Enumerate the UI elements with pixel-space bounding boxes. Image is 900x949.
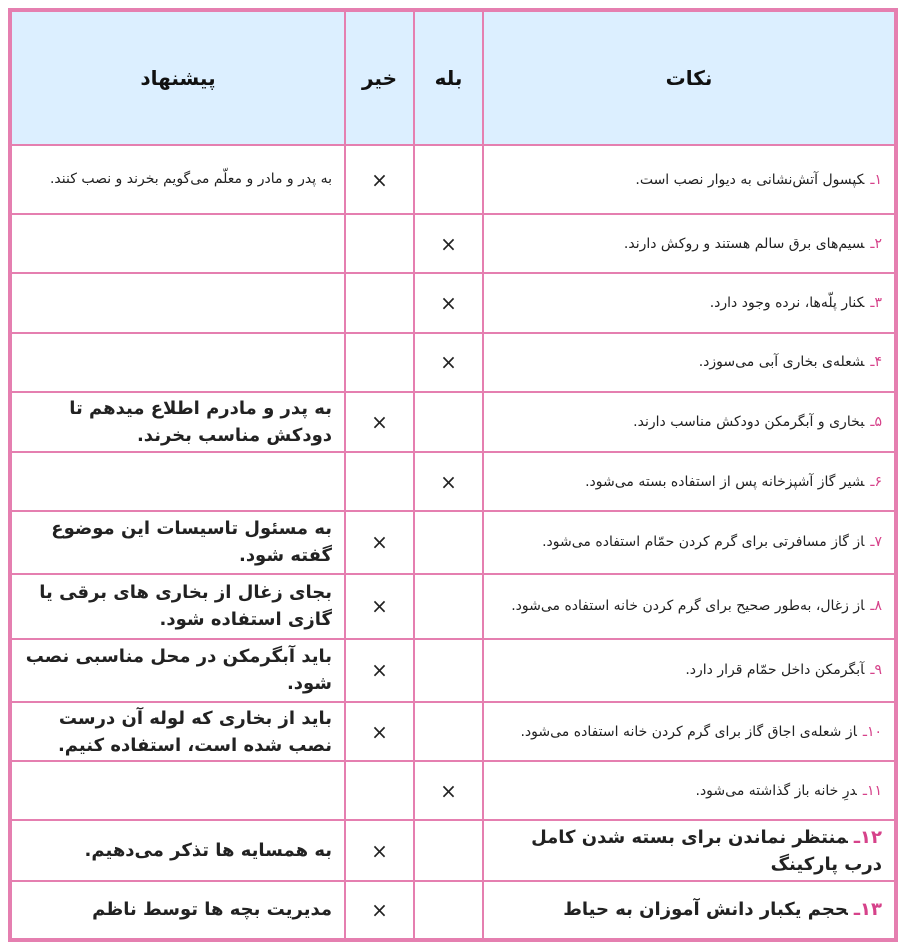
- point-number: ۶ـ: [870, 473, 882, 490]
- no-cell: [345, 214, 414, 273]
- point-number: ۳ـ: [870, 295, 882, 312]
- suggestion-cell: به پدر و مادرم اطلاع میدهم تا دودکش مناسب بخرند.: [11, 392, 345, 452]
- point-number: ۷ـ: [870, 534, 882, 551]
- yes-cell: [414, 820, 483, 880]
- suggestion-cell: باید از بخاری که لوله آن درست نصب شده است، استفاده کنیم.: [11, 702, 345, 761]
- header-points: نکات: [483, 11, 895, 145]
- header-yes: بله: [414, 11, 483, 145]
- suggestion-cell: به پدر و مادر و معلّم می‌گویم بخرند و نصب کنند.: [11, 145, 345, 214]
- point-text: از زغال، به‌طور صحیح برای گرم کردن خانه استفاده می‌شود.: [511, 598, 865, 615]
- yes-cell: ×: [414, 214, 483, 273]
- yes-cell: [414, 639, 483, 702]
- point-number: ۱ـ: [870, 171, 882, 188]
- point-text: سیم‌های برق سالم هستند و روکش دارند.: [623, 235, 865, 252]
- point-cell: [483, 273, 895, 332]
- point-number: ۸ـ: [870, 598, 882, 615]
- table-row: [11, 452, 895, 511]
- point-number: ۱۲ـ: [853, 826, 882, 848]
- yes-cell: ×: [414, 452, 483, 511]
- no-cell: [345, 761, 414, 820]
- yes-cell: ×: [414, 761, 483, 820]
- point-text: کنار پلّه‌ها، نرده وجود دارد.: [709, 295, 865, 312]
- point-cell: [483, 392, 895, 452]
- header-no: خیر: [345, 11, 414, 145]
- no-cell: ×: [345, 881, 414, 939]
- yes-cell: [414, 881, 483, 939]
- point-number: ۱۰ـ: [862, 723, 882, 740]
- suggestion-cell: به همسایه ها تذکر می‌دهیم.: [11, 820, 345, 880]
- header-row: [11, 11, 895, 145]
- point-cell: [483, 452, 895, 511]
- yes-cell: ×: [414, 273, 483, 332]
- table-row: [11, 333, 895, 392]
- yes-cell: [414, 702, 483, 761]
- yes-cell: ×: [414, 333, 483, 392]
- suggestion-cell: [11, 452, 345, 511]
- yes-cell: [414, 511, 483, 573]
- point-number: ۴ـ: [870, 354, 882, 371]
- point-text: منتظر نماندن برای بسته شدن کامل درب پارکینگ: [531, 826, 882, 875]
- no-cell: [345, 452, 414, 511]
- no-cell: [345, 333, 414, 392]
- point-cell: [483, 574, 895, 639]
- suggestion-cell: [11, 214, 345, 273]
- header-suggestion: پیشنهاد: [11, 11, 345, 145]
- no-cell: [345, 273, 414, 332]
- table-row: [11, 392, 895, 452]
- point-number: ۱۳ـ: [853, 899, 882, 921]
- point-cell: [483, 820, 895, 880]
- table-row: [11, 145, 895, 214]
- point-cell: [483, 639, 895, 702]
- table-row: [11, 820, 895, 880]
- table-row: [11, 881, 895, 939]
- point-cell: [483, 881, 895, 939]
- point-text: شیر گاز آشپزخانه پس از استفاده بسته می‌شود.: [585, 473, 865, 490]
- suggestion-cell: [11, 333, 345, 392]
- suggestion-cell: باید آبگرمکن در محل مناسبی نصب شود.: [11, 639, 345, 702]
- table-row: [11, 511, 895, 573]
- point-text: از گاز مسافرتی برای گرم کردن حمّام استفاده می‌شود.: [542, 534, 865, 551]
- suggestion-cell: به مسئول تاسیسات این موضوع گفته شود.: [11, 511, 345, 573]
- suggestion-cell: مدیریت بچه ها توسط ناظم: [11, 881, 345, 939]
- no-cell: ×: [345, 392, 414, 452]
- table-row: [11, 639, 895, 702]
- yes-cell: [414, 574, 483, 639]
- point-text: شعله‌ی بخاری آبی می‌سوزد.: [698, 354, 865, 371]
- point-text: کپسول آتش‌نشانی به دیوار نصب است.: [635, 171, 865, 188]
- point-number: ۱۱ـ: [862, 782, 882, 799]
- point-number: ۲ـ: [870, 235, 882, 252]
- no-cell: ×: [345, 574, 414, 639]
- point-cell: [483, 145, 895, 214]
- point-text: از شعله‌ی اجاق گاز برای گرم کردن خانه استفاده می‌شود.: [520, 723, 857, 740]
- table-row: [11, 702, 895, 761]
- point-text: درِ خانه باز گذاشته می‌شود.: [695, 782, 857, 799]
- table-row: [11, 214, 895, 273]
- suggestion-cell: بجای زغال از بخاری های برقی یا گازی استفاده شود.: [11, 574, 345, 639]
- point-cell: [483, 761, 895, 820]
- no-cell: ×: [345, 820, 414, 880]
- yes-cell: [414, 145, 483, 214]
- table-row: [11, 761, 895, 820]
- point-cell: [483, 214, 895, 273]
- suggestion-cell: [11, 273, 345, 332]
- point-text: آبگرمکن داخل حمّام قرار دارد.: [685, 662, 865, 679]
- point-text: حجم یکبار دانش آموزان به حیاط: [563, 899, 848, 921]
- point-text: بخاری و آبگرمکن دودکش مناسب دارند.: [633, 414, 865, 431]
- suggestion-cell: [11, 761, 345, 820]
- no-cell: ×: [345, 702, 414, 761]
- table-row: [11, 574, 895, 639]
- point-cell: [483, 333, 895, 392]
- point-cell: [483, 511, 895, 573]
- point-number: ۹ـ: [870, 662, 882, 679]
- table-row: [11, 273, 895, 332]
- safety-checklist-table: [8, 8, 898, 942]
- point-number: ۵ـ: [870, 414, 882, 431]
- yes-cell: [414, 392, 483, 452]
- point-cell: [483, 702, 895, 761]
- no-cell: ×: [345, 639, 414, 702]
- no-cell: ×: [345, 145, 414, 214]
- no-cell: ×: [345, 511, 414, 573]
